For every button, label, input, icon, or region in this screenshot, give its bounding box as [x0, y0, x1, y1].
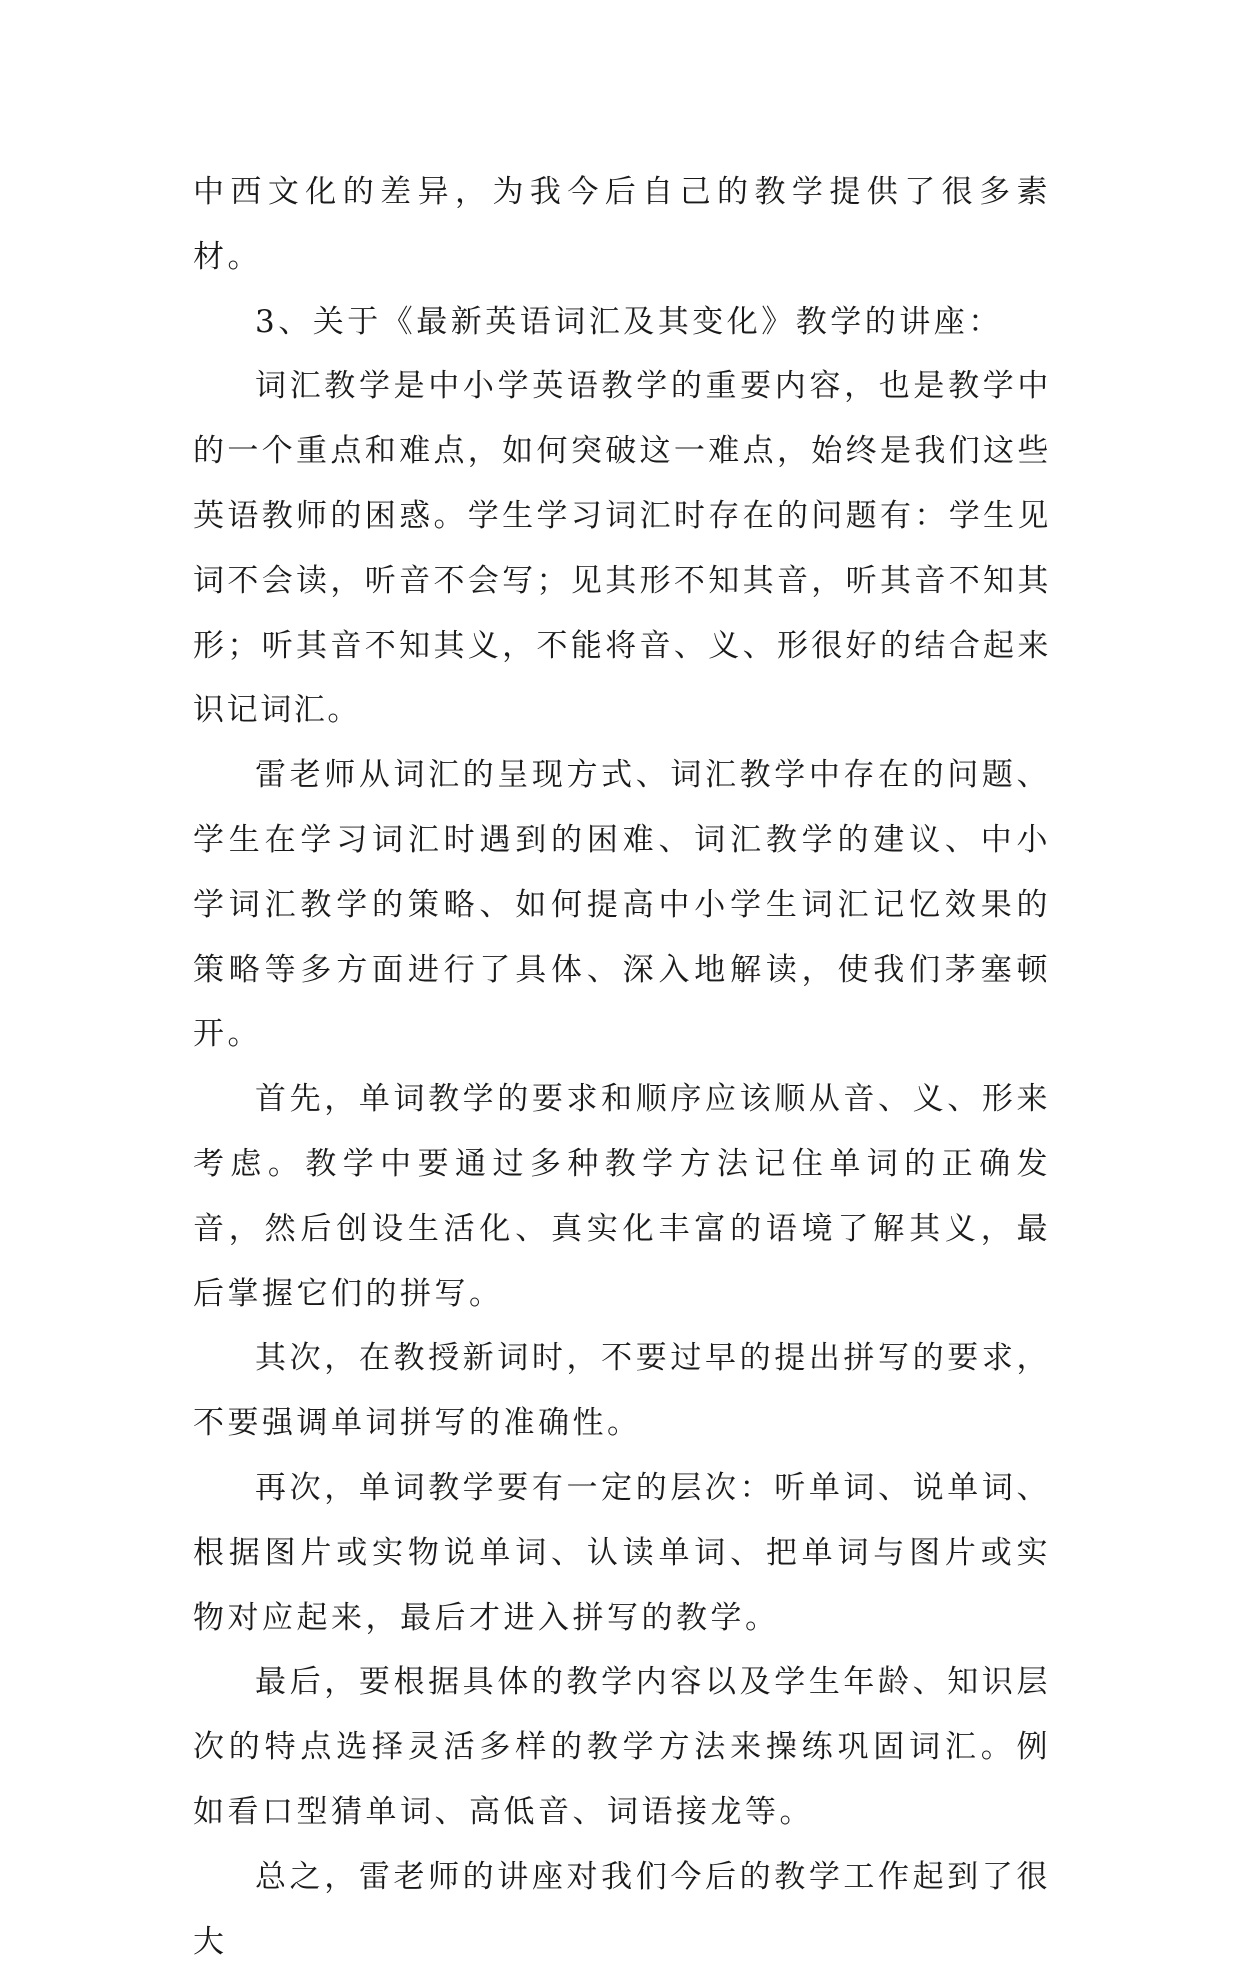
paragraph-vocabulary-teaching: 词汇教学是中小学英语教学的重要内容，也是教学中的一个重点和难点，如何突破这一难点，始终是我们这些英语教师的困惑。学生学习词汇时存在的问题有：学生见词不会读，听音不会写；见其形不知其音，听其音不知其形；听其音不知其义，不能将音、义、形很好的结合起来识记词汇。 — [193, 368, 1051, 729]
paragraph-conclusion: 总之，雷老师的讲座对我们今后的教学工作起到了很大 — [193, 1858, 1051, 1960]
paragraph-second: 其次，在教授新词时，不要过早的提出拼写的要求，不要强调单词拼写的准确性。 — [193, 1340, 1051, 1442]
paragraph-teacher-lei: 雷老师从词汇的呈现方式、词汇教学中存在的问题、学生在学习词汇时遇到的困难、词汇教学的建议、中小学词汇教学的策略、如何提高中小学生词汇记忆效果的策略等多方面进行了具体、深入地解读，使我们茅塞顿开。 — [193, 757, 1051, 1053]
section-heading-vocabulary-lecture: 3、关于《最新英语词汇及其变化》教学的讲座： — [255, 303, 1003, 340]
paragraph-continuation: 中西文化的差异，为我今后自己的教学提供了很多素材。 — [193, 174, 1051, 275]
paragraph-third: 再次，单词教学要有一定的层次：听单词、说单词、根据图片或实物说单词、认读单词、把单词与图片或实物对应起来，最后才进入拼写的教学。 — [193, 1469, 1051, 1636]
paragraph-finally: 最后，要根据具体的教学内容以及学生年龄、知识层次的特点选择灵活多样的教学方法来操练巩固词汇。例如看口型猜单词、高低音、词语接龙等。 — [193, 1664, 1051, 1830]
paragraph-first: 首先，单词教学的要求和顺序应该顺从音、义、形来考虑。教学中要通过多种教学方法记住单词的正确发音，然后创设生活化、真实化丰富的语境了解其义，最后掌握它们的拼写。 — [193, 1081, 1051, 1312]
document-body — [193, 160, 1051, 1974]
